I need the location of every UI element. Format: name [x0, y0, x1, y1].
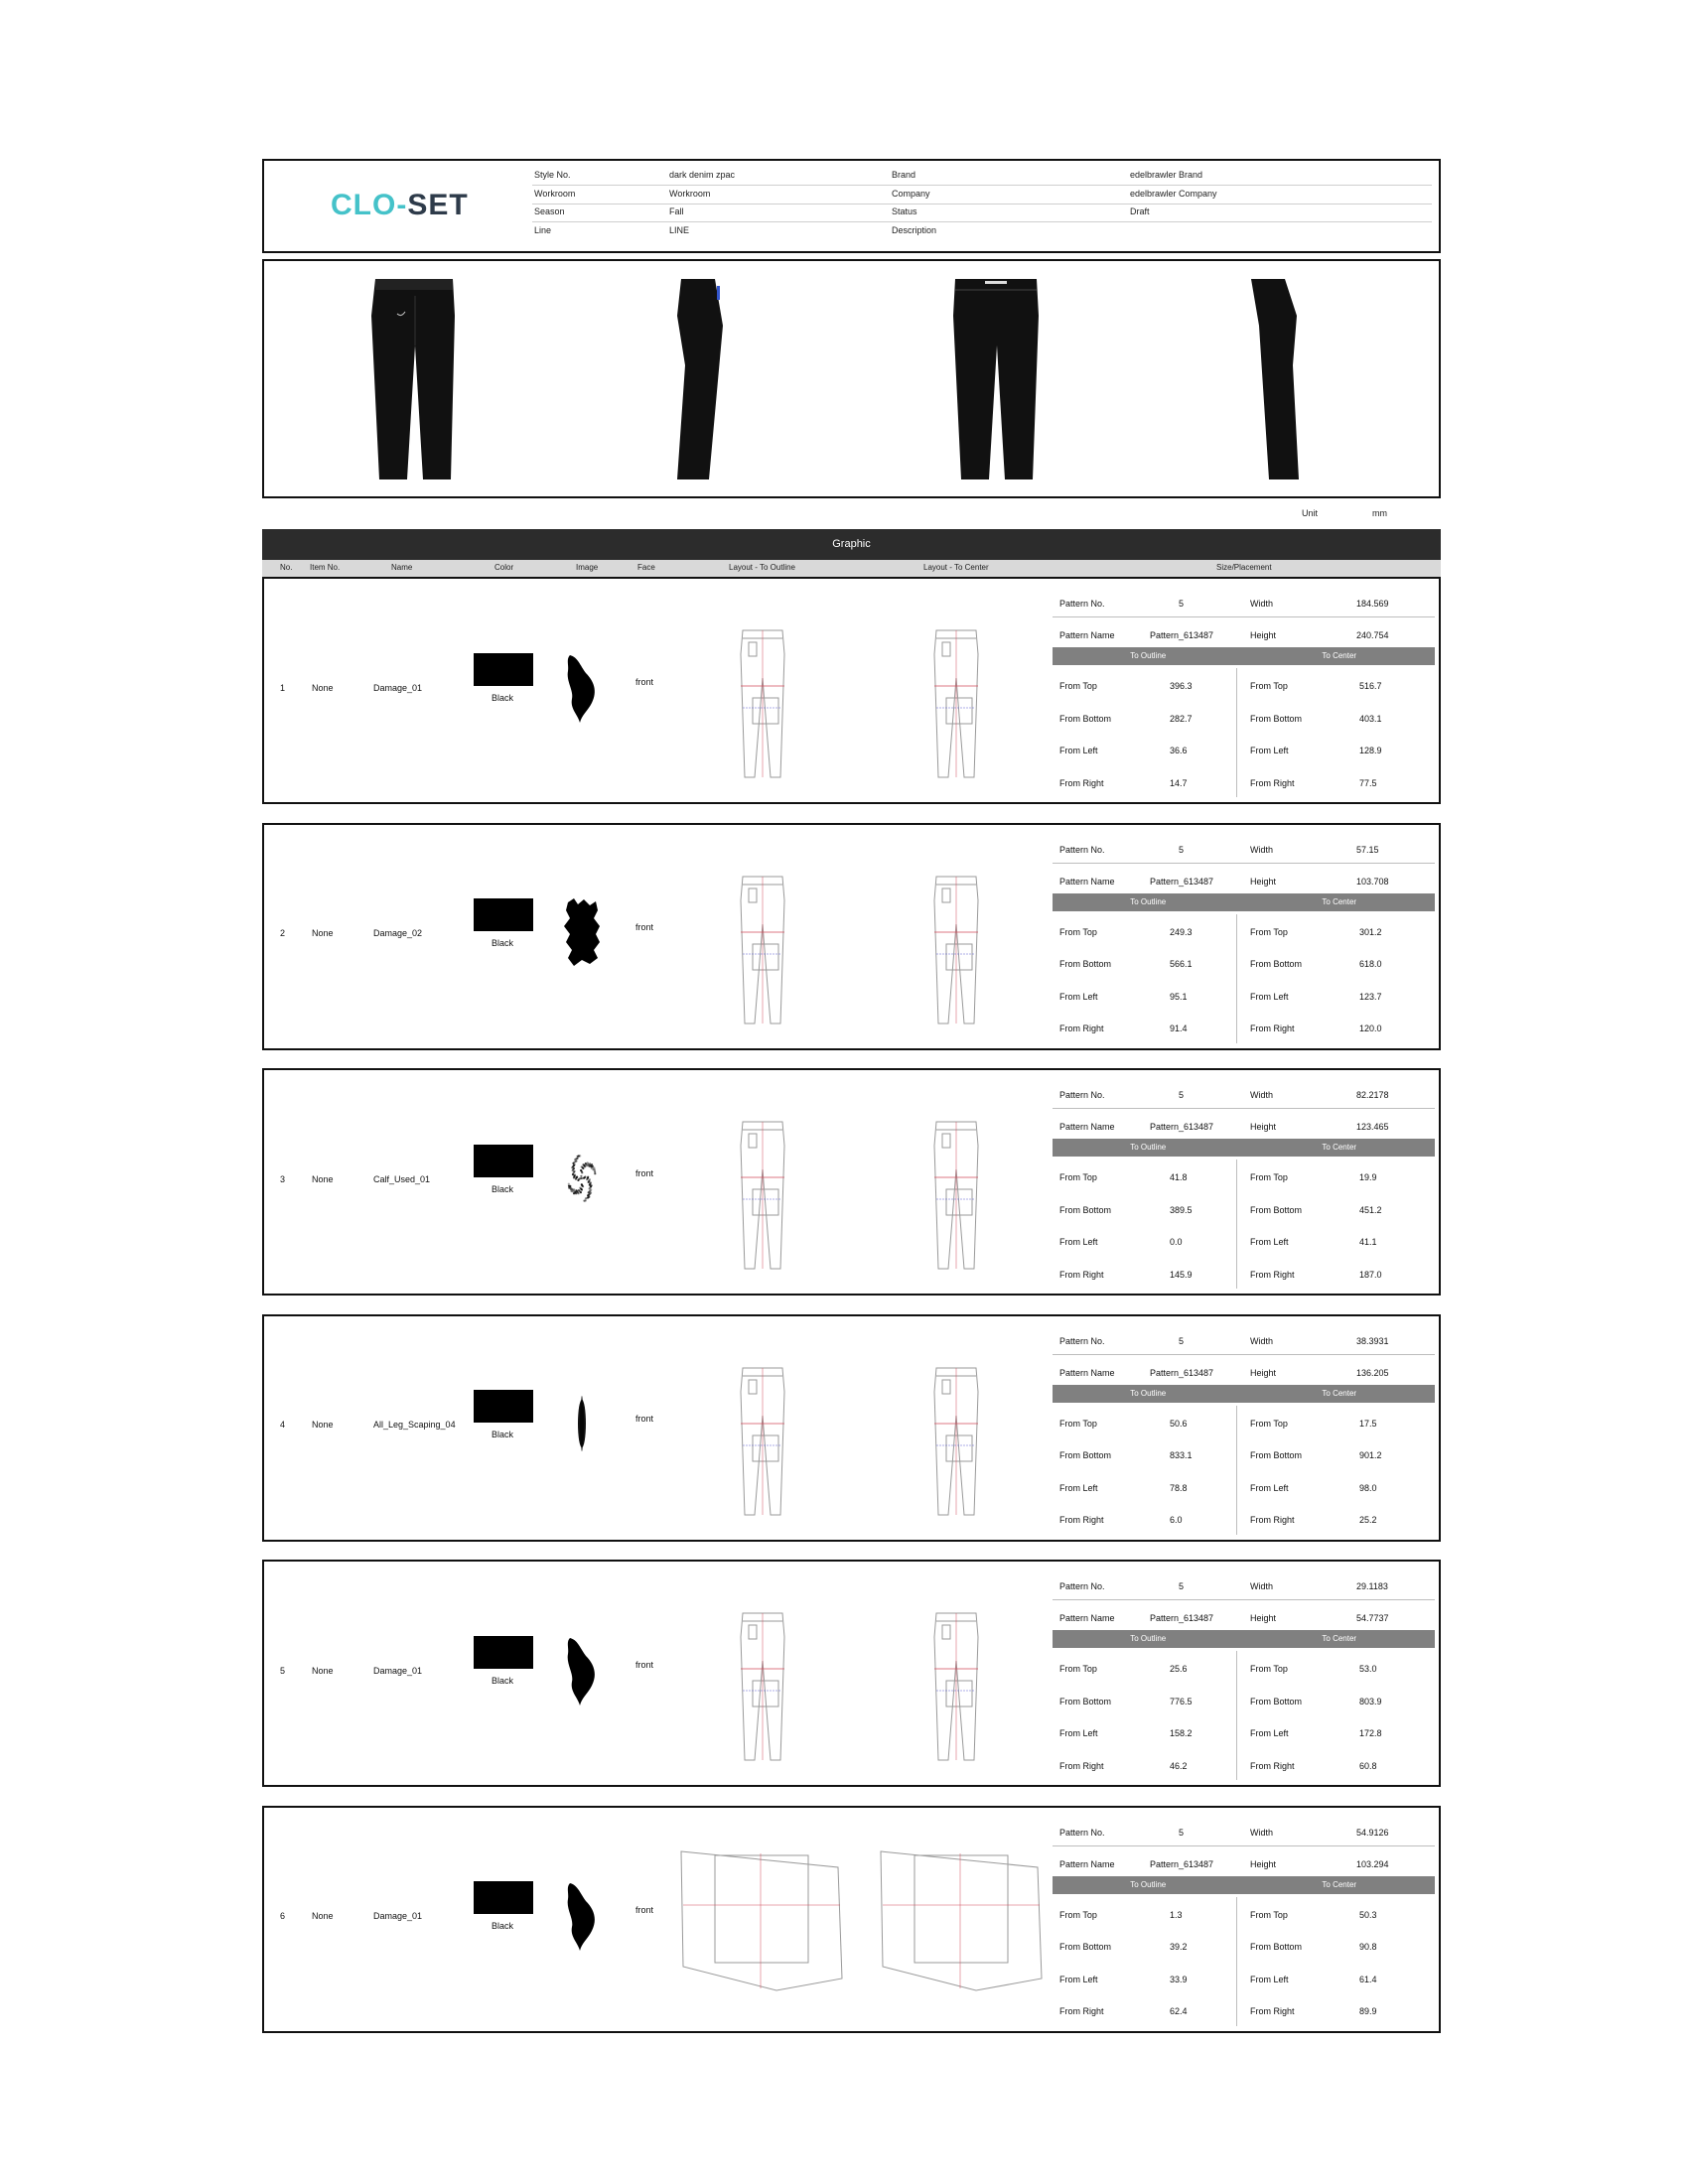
from-left-center-value: 61.4 — [1359, 1974, 1377, 1984]
height-value: 136.205 — [1356, 1367, 1389, 1378]
from-top-center-label: From Top — [1250, 926, 1288, 937]
from-bottom-outline-value: 282.7 — [1170, 713, 1193, 724]
from-right-center-label: From Right — [1250, 777, 1295, 788]
height-label: Height — [1250, 876, 1277, 887]
height-value: 240.754 — [1356, 630, 1389, 640]
from-bottom-outline-value: 389.5 — [1170, 1204, 1193, 1215]
placement-column-divider — [1236, 1651, 1237, 1780]
to-center-heading: To Center — [1322, 651, 1357, 660]
from-right-center-label: From Right — [1250, 1024, 1295, 1033]
from-top-outline-label: From Top — [1059, 1172, 1097, 1182]
pattern-name-label: Pattern Name — [1059, 1122, 1115, 1132]
from-bottom-center-label: From Bottom — [1250, 1696, 1303, 1706]
color-name: Black — [492, 1183, 514, 1194]
from-bottom-center-value: 451.2 — [1359, 1204, 1382, 1215]
item-number: None — [312, 1420, 334, 1430]
from-top-outline-value: 41.8 — [1170, 1172, 1188, 1182]
pattern-name-value: Pattern_613487 — [1150, 1858, 1214, 1869]
column-header-2: Name — [391, 563, 413, 572]
from-left-center-value: 123.7 — [1359, 991, 1382, 1002]
header-field-label-1: Workroom — [534, 188, 576, 199]
from-right-outline-value: 46.2 — [1170, 1760, 1188, 1771]
from-right-center-value: 120.0 — [1359, 1024, 1382, 1033]
unit-label: Unit — [1302, 508, 1319, 518]
from-bottom-center-value: 803.9 — [1359, 1696, 1382, 1706]
height-label: Height — [1250, 1858, 1277, 1869]
item-name: All_Leg_Scaping_04 — [373, 1420, 456, 1430]
placement-subheader-bar — [1053, 1630, 1435, 1648]
width-value: 29.1183 — [1356, 1581, 1388, 1591]
from-right-center-label: From Right — [1250, 1760, 1295, 1771]
row-number: 4 — [280, 1420, 286, 1430]
from-top-center-label: From Top — [1250, 1909, 1288, 1920]
from-bottom-outline-label: From Bottom — [1059, 1942, 1112, 1952]
from-left-outline-value: 158.2 — [1170, 1728, 1193, 1738]
from-right-outline-value: 145.9 — [1170, 1269, 1193, 1280]
to-center-heading: To Center — [1322, 1634, 1357, 1643]
placement-divider — [1053, 616, 1435, 617]
color-name: Black — [492, 1675, 514, 1686]
width-value: 57.15 — [1356, 844, 1379, 855]
column-header-3: Color — [494, 563, 514, 572]
from-top-center-label: From Top — [1250, 1664, 1288, 1674]
header-field-value-2: Fall — [669, 206, 684, 216]
header-field-label-0: Style No. — [534, 170, 571, 180]
placement-divider — [1053, 1354, 1435, 1355]
header-field-label2-1: Company — [892, 188, 930, 199]
height-label: Height — [1250, 1367, 1277, 1378]
placement-column-divider — [1236, 914, 1237, 1043]
face-label: front — [635, 1905, 654, 1915]
from-bottom-center-value: 901.2 — [1359, 1450, 1382, 1460]
pattern-name-label: Pattern Name — [1059, 1367, 1115, 1378]
from-bottom-outline-label: From Bottom — [1059, 1696, 1112, 1706]
item-number: None — [312, 682, 334, 693]
to-center-heading: To Center — [1322, 1143, 1357, 1152]
from-bottom-center-label: From Bottom — [1250, 1942, 1303, 1952]
column-header-0: No. — [280, 563, 293, 572]
from-right-center-label: From Right — [1250, 2006, 1295, 2016]
from-left-outline-value: 33.9 — [1170, 1974, 1188, 1984]
layout-to-outline-drawing — [735, 628, 790, 779]
color-swatch — [474, 1881, 533, 1914]
from-bottom-outline-value: 776.5 — [1170, 1696, 1193, 1706]
placement-column-divider — [1236, 1406, 1237, 1535]
from-bottom-outline-value: 39.2 — [1170, 1942, 1188, 1952]
from-right-outline-label: From Right — [1059, 1269, 1104, 1280]
width-value: 82.2178 — [1356, 1090, 1389, 1100]
to-center-heading: To Center — [1322, 1879, 1357, 1889]
pattern-name-value: Pattern_613487 — [1150, 1367, 1214, 1378]
from-top-center-label: From Top — [1250, 1172, 1288, 1182]
from-bottom-outline-label: From Bottom — [1059, 959, 1112, 969]
pattern-name-value: Pattern_613487 — [1150, 876, 1214, 887]
from-left-outline-label: From Left — [1059, 1237, 1098, 1247]
pattern-name-label: Pattern Name — [1059, 1613, 1115, 1623]
from-top-center-value: 19.9 — [1359, 1172, 1377, 1182]
column-header-4: Image — [576, 563, 599, 572]
from-top-outline-value: 249.3 — [1170, 926, 1193, 937]
from-left-center-label: From Left — [1250, 746, 1289, 755]
from-right-center-value: 25.2 — [1359, 1515, 1377, 1525]
from-right-outline-label: From Right — [1059, 2006, 1104, 2016]
item-name: Damage_01 — [373, 1911, 423, 1921]
column-header-5: Face — [637, 563, 655, 572]
placement-divider — [1053, 1108, 1435, 1109]
from-left-center-label: From Left — [1250, 991, 1289, 1002]
pattern-name-label: Pattern Name — [1059, 1858, 1115, 1869]
height-label: Height — [1250, 630, 1277, 640]
layout-to-outline-drawing — [735, 1120, 790, 1271]
row-number: 1 — [280, 682, 286, 693]
layout-to-outline-drawing — [735, 1611, 790, 1762]
header-row-divider — [532, 185, 1432, 186]
width-label: Width — [1250, 1827, 1274, 1838]
layout-to-center-drawing — [928, 1366, 984, 1517]
header-field-label2-0: Brand — [892, 170, 916, 180]
item-number: None — [312, 1665, 334, 1676]
from-top-center-value: 53.0 — [1359, 1664, 1377, 1674]
to-center-heading: To Center — [1322, 1388, 1357, 1398]
from-bottom-center-label: From Bottom — [1250, 1450, 1303, 1460]
column-header-8: Size/Placement — [1216, 563, 1272, 572]
from-bottom-center-value: 403.1 — [1359, 713, 1382, 724]
from-right-center-value: 77.5 — [1359, 777, 1377, 788]
width-value: 38.3931 — [1356, 1335, 1389, 1346]
from-left-outline-value: 36.6 — [1170, 746, 1188, 755]
placement-column-divider — [1236, 1897, 1237, 2026]
from-right-outline-value: 62.4 — [1170, 2006, 1188, 2016]
column-header-1: Item No. — [310, 563, 341, 572]
color-swatch — [474, 653, 533, 686]
from-right-center-label: From Right — [1250, 1515, 1295, 1525]
from-top-outline-label: From Top — [1059, 681, 1097, 691]
layout-to-outline-drawing — [735, 1366, 790, 1517]
pattern-no-value: 5 — [1179, 1335, 1185, 1346]
height-value: 103.294 — [1356, 1858, 1389, 1869]
column-header-row — [262, 560, 1441, 577]
pattern-no-value: 5 — [1179, 1090, 1185, 1100]
header-field-value-0: dark denim zpac — [669, 170, 736, 180]
color-swatch — [474, 1145, 533, 1177]
from-left-outline-label: From Left — [1059, 1974, 1098, 1984]
from-top-outline-value: 1.3 — [1170, 1909, 1183, 1920]
graphic-thumbnail — [562, 896, 602, 968]
face-label: front — [635, 1659, 654, 1670]
placement-divider — [1053, 863, 1435, 864]
pattern-no-value: 5 — [1179, 844, 1185, 855]
item-name: Damage_01 — [373, 682, 423, 693]
header-field-value-1: Workroom — [669, 188, 711, 199]
row-number: 6 — [280, 1911, 286, 1921]
from-left-outline-value: 78.8 — [1170, 1482, 1188, 1493]
from-left-center-value: 128.9 — [1359, 746, 1382, 755]
placement-column-divider — [1236, 1160, 1237, 1289]
placement-subheader-bar — [1053, 1139, 1435, 1157]
color-name: Black — [492, 692, 514, 703]
from-left-outline-label: From Left — [1059, 746, 1098, 755]
from-top-center-value: 301.2 — [1359, 926, 1382, 937]
face-label: front — [635, 1167, 654, 1178]
from-right-outline-label: From Right — [1059, 1760, 1104, 1771]
to-outline-heading: To Outline — [1130, 651, 1167, 660]
from-left-outline-label: From Left — [1059, 1482, 1098, 1493]
from-top-center-value: 516.7 — [1359, 681, 1382, 691]
from-bottom-center-value: 618.0 — [1359, 959, 1382, 969]
header-field-value2-1: edelbrawler Company — [1130, 188, 1217, 199]
pattern-name-value: Pattern_613487 — [1150, 1122, 1214, 1132]
header-row-divider — [532, 221, 1432, 222]
row-number: 2 — [280, 928, 286, 938]
from-top-outline-value: 50.6 — [1170, 1418, 1188, 1429]
from-bottom-outline-label: From Bottom — [1059, 1450, 1112, 1460]
garment-front-view — [363, 276, 463, 479]
pattern-name-value: Pattern_613487 — [1150, 630, 1214, 640]
width-label: Width — [1250, 1335, 1274, 1346]
graphic-thumbnail — [562, 1879, 602, 1951]
pattern-name-label: Pattern Name — [1059, 876, 1115, 887]
header-field-value2-0: edelbrawler Brand — [1130, 170, 1203, 180]
color-swatch — [474, 898, 533, 931]
from-right-outline-value: 6.0 — [1170, 1515, 1183, 1525]
face-label: front — [635, 1414, 654, 1424]
from-right-outline-value: 14.7 — [1170, 777, 1188, 788]
from-bottom-center-label: From Bottom — [1250, 713, 1303, 724]
row-number: 5 — [280, 1665, 286, 1676]
from-bottom-outline-value: 833.1 — [1170, 1450, 1193, 1460]
graphic-thumbnail — [562, 1634, 602, 1706]
row-number: 3 — [280, 1173, 286, 1184]
from-top-center-label: From Top — [1250, 1418, 1288, 1429]
column-header-6: Layout - To Outline — [729, 563, 796, 572]
from-right-outline-value: 91.4 — [1170, 1024, 1188, 1033]
from-right-outline-label: From Right — [1059, 1024, 1104, 1033]
from-bottom-outline-label: From Bottom — [1059, 713, 1112, 724]
from-right-center-value: 187.0 — [1359, 1269, 1382, 1280]
header-field-label-3: Line — [534, 224, 552, 235]
from-bottom-outline-label: From Bottom — [1059, 1204, 1112, 1215]
from-bottom-center-label: From Bottom — [1250, 959, 1303, 969]
from-top-center-label: From Top — [1250, 681, 1288, 691]
pattern-name-label: Pattern Name — [1059, 630, 1115, 640]
from-right-outline-label: From Right — [1059, 1515, 1104, 1525]
height-value: 54.7737 — [1356, 1613, 1389, 1623]
placement-subheader-bar — [1053, 1385, 1435, 1403]
from-left-center-value: 172.8 — [1359, 1728, 1382, 1738]
from-top-outline-label: From Top — [1059, 1664, 1097, 1674]
to-outline-heading: To Outline — [1130, 1879, 1167, 1889]
placement-divider — [1053, 1599, 1435, 1600]
pattern-no-label: Pattern No. — [1059, 1827, 1105, 1838]
height-label: Height — [1250, 1122, 1277, 1132]
item-number: None — [312, 1911, 334, 1921]
header-field-value-3: LINE — [669, 224, 690, 235]
placement-column-divider — [1236, 668, 1237, 797]
from-right-outline-label: From Right — [1059, 777, 1104, 788]
to-center-heading: To Center — [1322, 896, 1357, 906]
face-label: front — [635, 676, 654, 687]
from-top-center-value: 50.3 — [1359, 1909, 1377, 1920]
layout-to-center-drawing — [928, 1120, 984, 1271]
pattern-no-value: 5 — [1179, 1581, 1185, 1591]
to-outline-heading: To Outline — [1130, 1143, 1167, 1152]
pattern-no-label: Pattern No. — [1059, 599, 1105, 609]
item-name: Damage_02 — [373, 928, 423, 938]
layout-to-outline-drawing — [679, 1849, 844, 1994]
from-top-outline-value: 25.6 — [1170, 1664, 1188, 1674]
from-left-outline-label: From Left — [1059, 1728, 1098, 1738]
from-bottom-center-value: 90.8 — [1359, 1942, 1377, 1952]
from-left-center-label: From Left — [1250, 1237, 1289, 1247]
item-number: None — [312, 1173, 334, 1184]
pattern-no-label: Pattern No. — [1059, 1090, 1105, 1100]
garment-side-view-left — [667, 276, 737, 479]
unit-value: mm — [1372, 508, 1387, 518]
item-name: Calf_Used_01 — [373, 1173, 431, 1184]
from-right-center-label: From Right — [1250, 1269, 1295, 1280]
placement-subheader-bar — [1053, 893, 1435, 911]
width-label: Width — [1250, 1090, 1274, 1100]
from-left-center-label: From Left — [1250, 1728, 1289, 1738]
height-value: 103.708 — [1356, 876, 1389, 887]
from-left-center-value: 41.1 — [1359, 1237, 1377, 1247]
header-field-label-2: Season — [534, 206, 565, 216]
pattern-no-label: Pattern No. — [1059, 844, 1105, 855]
layout-to-center-drawing — [928, 875, 984, 1025]
placement-subheader-bar — [1053, 647, 1435, 665]
header-row-divider — [532, 204, 1432, 205]
column-header-7: Layout - To Center — [923, 563, 989, 572]
from-left-center-label: From Left — [1250, 1974, 1289, 1984]
to-outline-heading: To Outline — [1130, 896, 1167, 906]
width-value: 54.9126 — [1356, 1827, 1389, 1838]
from-top-outline-label: From Top — [1059, 1909, 1097, 1920]
layout-to-center-drawing — [928, 1611, 984, 1762]
from-bottom-center-label: From Bottom — [1250, 1204, 1303, 1215]
layout-to-center-drawing — [928, 628, 984, 779]
width-value: 184.569 — [1356, 599, 1389, 609]
from-left-center-label: From Left — [1250, 1482, 1289, 1493]
from-top-outline-value: 396.3 — [1170, 681, 1193, 691]
pattern-name-value: Pattern_613487 — [1150, 1613, 1214, 1623]
header-field-label2-2: Status — [892, 206, 917, 216]
from-top-center-value: 17.5 — [1359, 1418, 1377, 1429]
to-outline-heading: To Outline — [1130, 1634, 1167, 1643]
pattern-no-label: Pattern No. — [1059, 1581, 1105, 1591]
width-label: Width — [1250, 844, 1274, 855]
height-label: Height — [1250, 1613, 1277, 1623]
garment-back-view — [945, 276, 1045, 479]
graphic-thumbnail — [562, 651, 602, 723]
placement-subheader-bar — [1053, 1876, 1435, 1894]
from-left-outline-value: 95.1 — [1170, 991, 1188, 1002]
layout-to-center-drawing — [879, 1849, 1044, 1994]
header-field-label2-3: Description — [892, 224, 937, 235]
from-left-outline-label: From Left — [1059, 991, 1098, 1002]
pattern-no-value: 5 — [1179, 1827, 1185, 1838]
from-top-outline-label: From Top — [1059, 926, 1097, 937]
placement-divider — [1053, 1845, 1435, 1846]
graphic-thumbnail — [562, 1143, 602, 1214]
from-top-outline-label: From Top — [1059, 1418, 1097, 1429]
pattern-no-label: Pattern No. — [1059, 1335, 1105, 1346]
width-label: Width — [1250, 1581, 1274, 1591]
layout-to-outline-drawing — [735, 875, 790, 1025]
from-bottom-outline-value: 566.1 — [1170, 959, 1193, 969]
from-left-outline-value: 0.0 — [1170, 1237, 1183, 1247]
height-value: 123.465 — [1356, 1122, 1389, 1132]
from-right-center-value: 60.8 — [1359, 1760, 1377, 1771]
garment-side-view-right — [1241, 276, 1311, 479]
graphic-thumbnail — [562, 1388, 602, 1459]
to-outline-heading: To Outline — [1130, 1388, 1167, 1398]
graphic-title-bar: Graphic — [262, 529, 1441, 560]
item-name: Damage_01 — [373, 1665, 423, 1676]
width-label: Width — [1250, 599, 1274, 609]
color-name: Black — [492, 938, 514, 948]
closet-logo: CLO-SET — [331, 189, 469, 221]
color-swatch — [474, 1390, 533, 1423]
color-swatch — [474, 1636, 533, 1669]
from-right-center-value: 89.9 — [1359, 2006, 1377, 2016]
color-name: Black — [492, 1430, 514, 1439]
item-number: None — [312, 928, 334, 938]
face-label: front — [635, 922, 654, 932]
from-left-center-value: 98.0 — [1359, 1482, 1377, 1493]
color-name: Black — [492, 1921, 514, 1931]
pattern-no-value: 5 — [1179, 599, 1185, 609]
header-field-value2-2: Draft — [1130, 206, 1150, 216]
